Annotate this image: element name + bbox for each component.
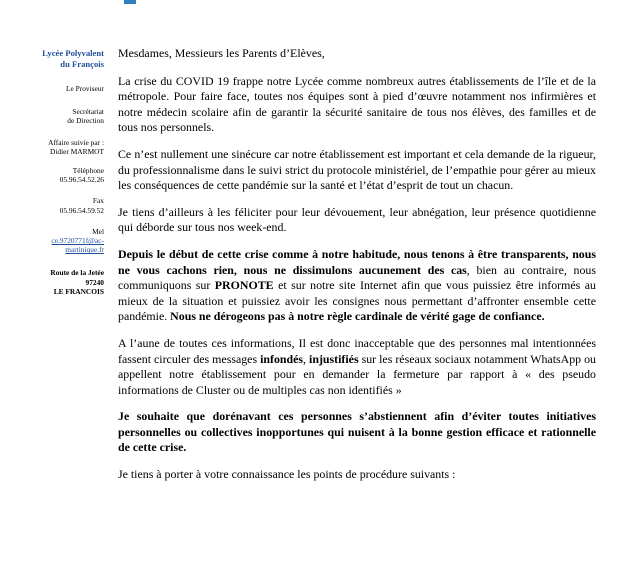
- address-block: [0, 268, 104, 296]
- mel-label: Mel: [92, 226, 104, 236]
- transparency-text-1: , bien au contraire, nous communiquons sur: [118, 262, 596, 293]
- paragraph-covid-crisis: La crise du COVID 19 frappe notre Lycée comme nombreux autres établissements de l’île et de la métropole. Pour faire face, toutes nos équipes sont à pied d’œuvre notamment nos infirmières et notre médecin scolaire afin de garantir la sécurité sanitaire de tous nos élèves, des familles et de tous nos personnels.: [118, 73, 596, 135]
- proviseur-label: Le Proviseur: [66, 84, 104, 93]
- paragraph-transparency: [118, 247, 596, 325]
- paragraph-congratulations: Je tiens d’ailleurs à les féliciter pour leur dévouement, leur abnégation, leur présence quotidienne qui déborde sur tous nos week-end.: [118, 204, 596, 235]
- address-street: Route de la Jetée: [50, 268, 104, 278]
- secretariat-line1: Secrétariat: [72, 107, 104, 117]
- telephone-label: Téléphone: [72, 166, 104, 176]
- fax-block: [0, 196, 104, 214]
- secretariat-line2: de Direction: [67, 116, 104, 126]
- affaire-name: Didier MARMOT: [50, 146, 104, 156]
- transparency-bold-3: Nous ne dérogeons pas à notre règle cardinale de vérité gage de confiance.: [170, 309, 545, 324]
- secretariat-label: [0, 107, 104, 125]
- logo-fragment: [124, 0, 136, 4]
- address-postcode: 97240: [85, 277, 104, 287]
- telephone-value: 05.96.54.52.26: [59, 175, 104, 185]
- rumors-bold-infondes: infondés: [260, 351, 304, 366]
- transparency-bold-1: Depuis le début de cette crise comme à notre habitude, nous tenons à être transparents, nous ne vous cachons rien, nous ne dissimulons aucunement des cas: [118, 246, 596, 277]
- rumors-bold-injustifies: injustifiés: [309, 351, 359, 366]
- fax-label: Fax: [92, 196, 104, 206]
- school-name-line1: Lycée Polyvalent: [42, 48, 104, 58]
- paragraph-sinecure: Ce n’est nullement une sinécure car notre établissement est important et cela demande de la rigueur, du professionnalisme dans le suivi strict du protocole ministériel, de l’empathie pour gérer au mieux les conséquences de cette pandémie sur la santé et l’état d’esprit de tout un chacun.: [118, 146, 596, 193]
- rumors-text-1: A l’aune de toutes ces informations, Il est donc inacceptable que des personnes mal intentionnées fassent circuler des messages: [118, 335, 596, 366]
- paragraph-procedure: Je tiens à porter à votre connaissance les points de procédure suivants :: [118, 467, 456, 482]
- school-name: [0, 48, 104, 69]
- mel-email-line1[interactable]: ce.9720771f@ac-: [51, 236, 104, 246]
- letter-greeting: Mesdames, Messieurs les Parents d’Elèves,: [118, 46, 325, 60]
- sender-info-column: [0, 48, 104, 296]
- affaire-label: Affaire suivie par :: [48, 137, 104, 147]
- paragraph-rumors: [118, 336, 596, 398]
- paragraph-wish: Je souhaite que dorénavant ces personnes s’abstiennent afin d’éviter toutes initiatives personnelles ou collectives inopportunes qui nuisent à la bonne gestion efficace et rationnelle de cette crise.: [118, 409, 596, 455]
- affaire-suivie: [0, 138, 104, 156]
- address-city: LE FRANCOIS: [53, 286, 104, 296]
- mel-email-line2[interactable]: martinique.fr: [65, 245, 104, 255]
- mel-block: [0, 227, 104, 236]
- telephone-block: [0, 166, 104, 184]
- mel-email-link[interactable]: [0, 236, 104, 254]
- fax-value: 05.96.54.59.52: [59, 205, 104, 215]
- school-name-line2: du François: [60, 58, 104, 69]
- transparency-text-2: et sur notre site Internet afin que vous puissiez être informés au mieux de la situation et puissiez avoir les consignes nous permettant d’affronter ensemble cette pandémie.: [118, 278, 596, 324]
- pronote-bold: PRONOTE: [214, 278, 274, 293]
- rumors-text-3: sur les réseaux sociaux notamment WhatsApp ou appellent notre établissement pour en demander la fermeture par rapport à « des pseudo informations de Cluster ou de multiples cas non identifiés »: [118, 351, 596, 397]
- rumors-text-2: ,: [303, 351, 310, 366]
- letter-body: [118, 46, 596, 494]
